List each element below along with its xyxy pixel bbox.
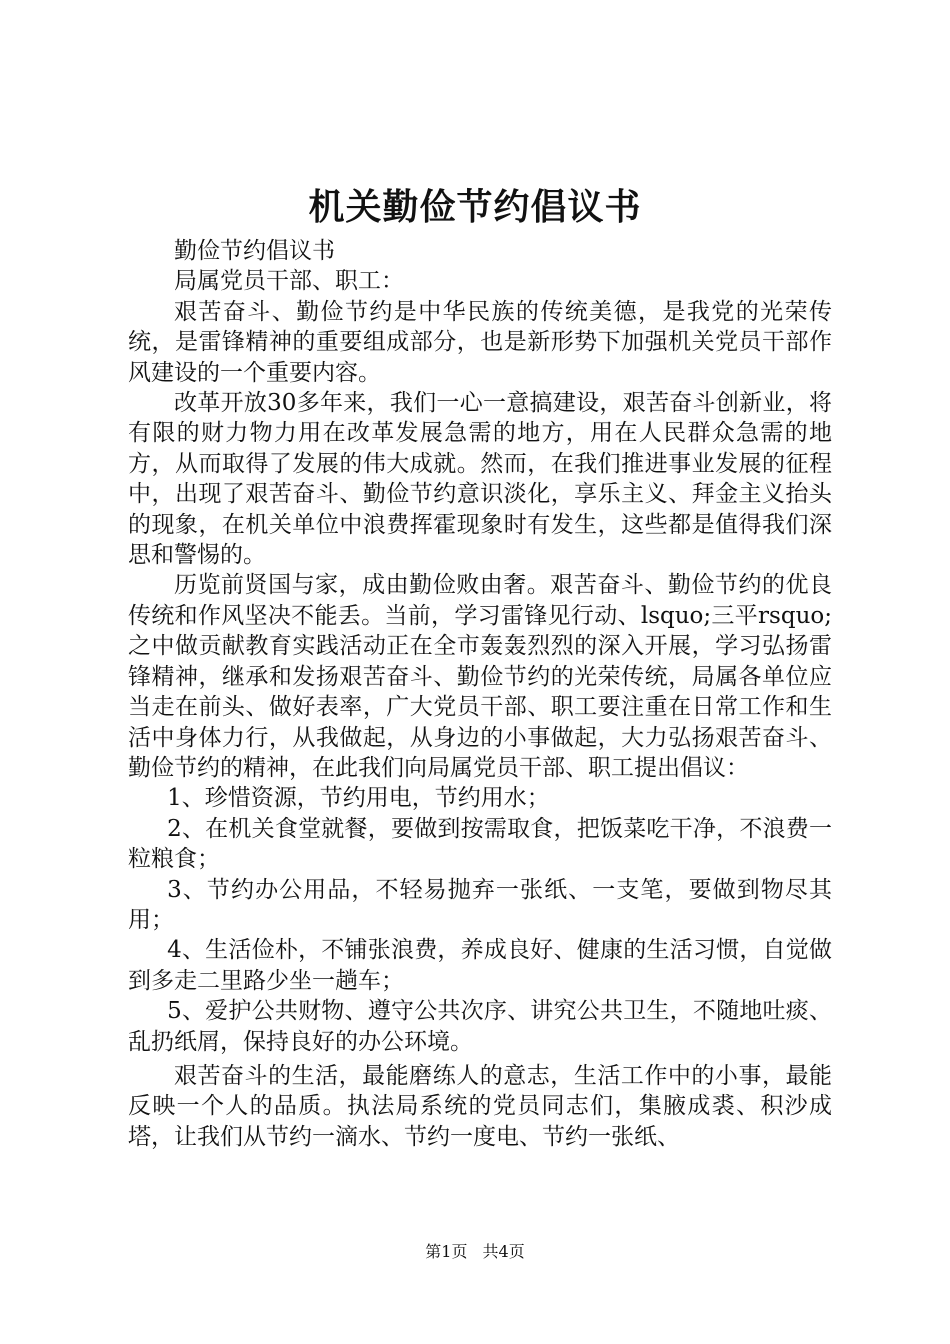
body-paragraph: 改革开放30多年来，我们一心一意搞建设，艰苦奋斗创新业，将有限的财力物力用在改革发展急需的地方，用在人民群众急需的地方，从而取得了发展的伟大成就。然而，在我们推进事业发展的征程中，出现了艰苦奋斗、勤俭节约意识淡化，享乐主义、拜金主义抬头的现象，在机关单位中浪费挥霍现象时有发生，这些都是值得我们深思和警惕的。 — [128, 390, 832, 569]
proposal-item: 4、生活俭朴，不铺张浪费，养成良好、健康的生活习惯，自觉做到多走二里路少坐一趟车； — [128, 937, 832, 994]
page-total: 共4页 — [482, 1242, 525, 1261]
subtitle-line: 勤俭节约倡议书 — [174, 238, 335, 264]
body-paragraph: 艰苦奋斗的生活，最能磨练人的意志，生活工作中的小事，最能反映一个人的品质。执法局系统的党员同志们，集腋成裘、积沙成塔，让我们从节约一滴水、节约一度电、节约一张纸、 — [128, 1062, 832, 1150]
proposal-item: 1、珍惜资源，节约用电，节约用水； — [167, 785, 550, 812]
body-paragraph: 历览前贤国与家，成由勤俭败由奢。艰苦奋斗、勤俭节约的优良传统和作风坚决不能丢。当前，学习雷锋见行动、lsquo;三平rsquo;之中做贡献教育实践活动正在全市轰轰烈烈的深入开展，学习弘扬雷锋精神，继承和发扬艰苦奋斗、勤俭节约的光荣传统，局属各单位应当走在前头、做好表率，广大党员干部、职工要注重在日常工作和生活中身体力行，从我做起，从身边的小事做起，大力弘扬艰苦奋斗、勤俭节约的精神，在此我们向局属党员干部、职工提出倡议： — [128, 572, 832, 781]
proposal-item: 5、爱护公共财物、遵守公共次序、讲究公共卫生，不随地吐痰、乱扔纸屑，保持良好的办公环境。 — [128, 998, 832, 1055]
page-footer — [0, 1240, 950, 1264]
body-paragraph: 艰苦奋斗、勤俭节约是中华民族的传统美德，是我党的光荣传统，是雷锋精神的重要组成部分，也是新形势下加强机关党员干部作风建设的一个重要内容。 — [128, 298, 832, 386]
salutation-line: 局属党员干部、职工： — [174, 268, 404, 295]
proposal-item: 3、节约办公用品，不轻易抛弃一张纸、一支笔，要做到物尽其用； — [128, 876, 832, 933]
document-body — [128, 236, 832, 1152]
proposal-item: 2、在机关食堂就餐，要做到按需取食，把饭菜吃干净，不浪费一粒粮食； — [128, 815, 832, 873]
document-title: 机关勤俭节约倡议书 — [308, 186, 642, 228]
page-number: 第1页 — [425, 1242, 468, 1261]
